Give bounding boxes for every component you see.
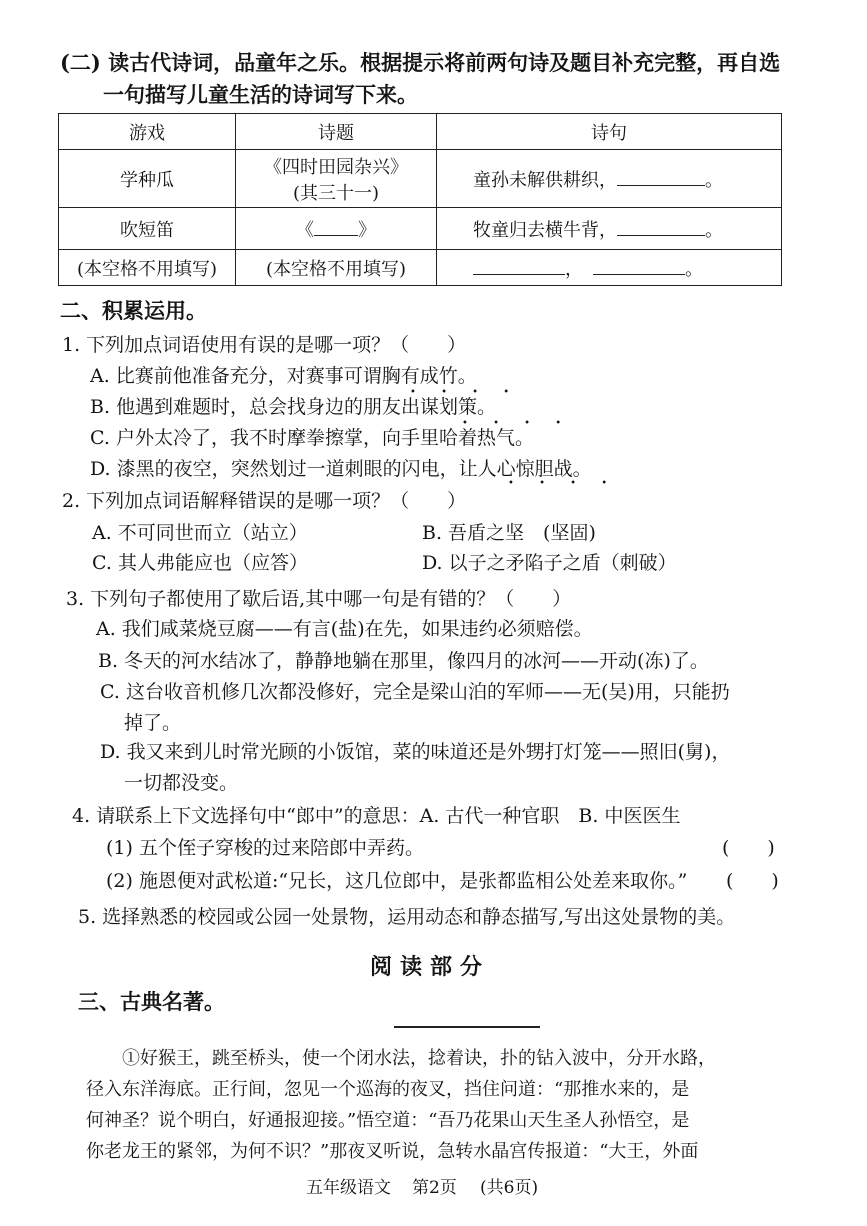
- emphasis-dots: • • • •: [462, 418, 573, 429]
- q3-option-c-line1: C. 这台收音机修几次都没修好，完全是梁山泊的军师——无(吴)用，只能扔: [100, 681, 730, 703]
- q3-option-a: A. 我们咸菜烧豆腐——有言(盐)在先，如果违约必须赔偿。: [96, 618, 593, 640]
- verse-end: 。: [705, 169, 723, 191]
- table-row: [59, 150, 782, 208]
- story-line-4: 你老龙王的紧邻，为何不识？”那夜叉听说，急转水晶宫传报道：“大王，外面: [86, 1141, 699, 1162]
- q1-option-a: A. 比赛前他准备充分，对赛事可谓胸有成竹。: [90, 365, 477, 387]
- q3-option-d-line1: D. 我又来到儿时常光顾的小饭馆，菜的味道还是外甥打灯笼——照旧(舅)，: [100, 741, 731, 763]
- q3-stem: 3. 下列句子都使用了歇后语,其中哪一句是有错的？（ ）: [66, 588, 572, 610]
- divider-line: [394, 1026, 540, 1028]
- q3-option-b: B. 冬天的河水结冰了，静静地躺在那里，像四月的冰河——开动(冻)了。: [98, 650, 709, 672]
- verse-end: 。: [685, 258, 703, 280]
- title-cell: [236, 208, 437, 250]
- footer-total: (共6页): [480, 1178, 539, 1198]
- verse-comma: ，: [565, 258, 583, 280]
- q2-stem: 2. 下列加点词语解释错误的是哪一项？（ ）: [62, 490, 467, 512]
- q2-option-c: C. 其人弗能应也（应答）: [92, 552, 308, 574]
- title-open: 《: [296, 219, 314, 241]
- verse-blank[interactable]: [617, 171, 705, 186]
- q1-option-b: B. 他遇到难题时，总会找身边的朋友出谋划策。: [90, 396, 497, 418]
- story-line-3: 何神圣？说个明白，好通报迎接。”悟空道：“吾乃花果山天生圣人孙悟空，是: [86, 1110, 690, 1131]
- q4-stem: 4. 请联系上下文选择句中“郎中”的意思：A. 古代一种官职 B. 中医医生: [72, 805, 681, 827]
- header-verse: 诗句: [437, 114, 782, 150]
- q1-stem: 1. 下列加点词语使用有误的是哪一项？（ ）: [62, 334, 467, 356]
- verse-end: 。: [705, 219, 723, 241]
- reading-section-title: 阅读部分: [370, 954, 491, 980]
- q4-answer-paren-2[interactable]: ( ): [726, 870, 779, 892]
- q5-stem: 5. 选择熟悉的校园或公园一处景物，运用动态和静态描写,写出这处景物的美。: [78, 906, 736, 928]
- table-row: [59, 208, 782, 250]
- game-cell: (本空格不用填写): [59, 250, 236, 286]
- story-line-2: 径入东洋海底。正行间，忽见一个巡海的夜叉，挡住问道：“那推水来的，是: [86, 1079, 690, 1100]
- verse-blank[interactable]: [473, 260, 565, 275]
- poem-table: [58, 113, 782, 286]
- title-cell: (本空格不用填写): [236, 250, 437, 286]
- part3-heading: 三、古典名著。: [78, 989, 225, 1014]
- story-line-1: ①好猴王，跳至桥头，使一个闭水法，捻着诀，扑的钻入波中，分开水路，: [122, 1048, 716, 1069]
- title-cell: [236, 150, 437, 208]
- q4-sentence-2: (2) 施恩便对武松道:“兄长，这几位郎中，是张都监相公处差来取你。”: [106, 870, 688, 892]
- part2-heading: 二、积累运用。: [60, 298, 207, 323]
- header-title: 诗题: [236, 114, 437, 150]
- q4-answer-paren-1[interactable]: ( ): [722, 837, 775, 859]
- footer-page: 第2页: [412, 1178, 457, 1198]
- q1-option-d: D. 漆黑的夜空，突然划过一道刺眼的闪电，让人心惊胆战。: [90, 458, 592, 480]
- title-close: 》: [358, 219, 376, 241]
- game-cell: 吹短笛: [59, 208, 236, 250]
- section2-instruction-line1: (二) 读古代诗词，品童年之乐。根据提示将前两句诗及题目补充完整，再自选: [60, 50, 781, 75]
- title-blank[interactable]: [314, 221, 358, 236]
- emphasis-dots: • • • •: [410, 387, 521, 398]
- q2-option-a: A. 不可同世而立（站立）: [92, 522, 308, 544]
- game-cell: 学种瓜: [59, 150, 236, 208]
- verse-blank[interactable]: [617, 221, 705, 236]
- poem-title: 《四时田园杂兴》: [264, 156, 408, 178]
- header-game: 游戏: [59, 114, 236, 150]
- q3-option-c-line2: 掉了。: [124, 712, 182, 734]
- verse-cell: [437, 208, 782, 250]
- q4-sentence-1: (1) 五个侄子穿梭的过来陪郎中弄药。: [106, 837, 424, 859]
- verse-prefix: 童孙未解供耕织，: [473, 169, 617, 191]
- poem-subtitle: (其三十一): [292, 182, 380, 204]
- q2-option-b: B. 吾盾之坚 (坚固): [422, 522, 596, 544]
- q3-option-d-line2: 一切都没变。: [124, 772, 239, 794]
- q2-option-d: D. 以子之矛陷子之盾（刺破）: [422, 552, 677, 574]
- verse-prefix: 牧童归去横牛背，: [473, 219, 617, 241]
- q1-option-c: C. 户外太冷了，我不时摩拳擦掌，向手里哈着热气。: [90, 427, 534, 449]
- section2-instruction-line2: 一句描写儿童生活的诗词写下来。: [103, 82, 418, 107]
- table-header-row: [59, 114, 782, 150]
- footer-grade: 五年级语文: [306, 1178, 391, 1198]
- emphasis-dots: • • • •: [508, 478, 619, 489]
- verse-cell: [437, 150, 782, 208]
- verse-cell: [437, 250, 782, 286]
- verse-blank[interactable]: [593, 260, 685, 275]
- table-row: [59, 250, 782, 286]
